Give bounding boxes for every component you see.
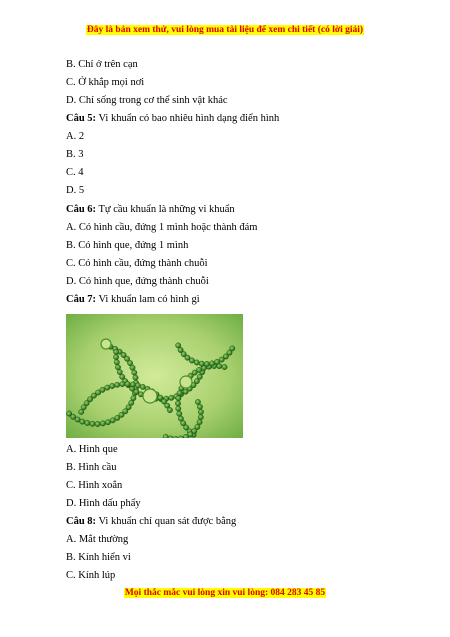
cell-mark	[113, 349, 118, 354]
cell-mark	[105, 385, 110, 390]
cell-mark	[105, 420, 110, 425]
question-5: Câu 5: Vi khuẩn có bao nhiêu hình dạng điển hình	[66, 113, 280, 124]
cell-mark	[90, 421, 95, 426]
option-line: B. Hình cầu	[66, 462, 117, 473]
option-line: B. Chỉ ở trên cạn	[66, 59, 138, 70]
cell-mark	[197, 419, 202, 424]
contact-notice: Mọi thắc mắc vui lòng xin vui lòng: 084 283 45 85	[124, 588, 326, 598]
preview-notice: Đây là bản xem thử, vui lòng mua tài liệu để xem chi tiết (có lời giải)	[86, 25, 364, 35]
cell-mark	[110, 418, 115, 423]
cell-mark	[133, 375, 138, 380]
option-line: C. Có hình cầu, đứng thành chuỗi	[66, 258, 208, 269]
cyanobacteria-micrograph	[66, 314, 243, 438]
cell-mark	[130, 365, 135, 370]
cell-mark	[183, 434, 188, 438]
option-line: A. 2	[66, 131, 85, 142]
cell-mark	[176, 396, 181, 401]
option-line: D. 5	[66, 185, 85, 196]
cell-mark	[135, 383, 140, 388]
option-line: B. 3	[66, 149, 84, 160]
question-6: Câu 6: Tự cầu khuẩn là những vi khuẩn	[66, 204, 235, 215]
option-line: A. Hình que	[66, 444, 118, 455]
option-line: B. Kính hiển vi	[66, 552, 131, 563]
option-line: A. Có hình cầu, đứng 1 mình hoặc thành đám	[66, 222, 258, 233]
question-7: Câu 7: Vi khuẩn lam có hình gì	[66, 294, 200, 305]
cell-mark	[176, 406, 181, 411]
cell-mark	[110, 383, 115, 388]
cell-mark	[214, 359, 219, 364]
option-line: D. Chỉ sống trong cơ thể sinh vật khác	[66, 95, 228, 106]
cell-mark	[199, 361, 204, 366]
cell-mark	[198, 409, 203, 414]
cell-mark	[130, 382, 135, 387]
cell-mark	[169, 395, 174, 400]
cell-mark	[120, 381, 125, 386]
cell-mark	[115, 365, 120, 370]
cell-mark	[167, 407, 172, 412]
option-line: A. Mắt thường	[66, 534, 129, 545]
option-line: C. Kính lúp	[66, 570, 116, 581]
cell-mark	[204, 361, 209, 366]
cell-mark	[175, 401, 180, 406]
cell-mark	[66, 411, 71, 416]
cell-mark	[195, 399, 200, 404]
cell-mark	[222, 364, 227, 369]
cell-mark	[113, 354, 118, 359]
option-line: D. Có hình que, đứng thành chuỗi	[66, 276, 209, 287]
option-line: D. Hình dấu phẩy	[66, 498, 141, 509]
cell-mark	[85, 420, 90, 425]
cell-mark	[178, 416, 183, 421]
cell-mark	[132, 370, 137, 375]
cell-mark	[100, 387, 105, 392]
question-8: Câu 8: Vi khuẩn chỉ quan sát được bằng	[66, 516, 237, 527]
cell-mark	[176, 343, 181, 348]
cell-mark	[115, 382, 120, 387]
option-line: C. Hình xoắn	[66, 480, 123, 491]
cell-mark	[209, 361, 214, 366]
cell-mark	[95, 421, 100, 426]
cell-mark	[177, 390, 182, 395]
cell-mark	[194, 360, 199, 365]
cell-mark	[100, 421, 105, 426]
cell-mark	[177, 411, 182, 416]
cell-mark	[197, 404, 202, 409]
cell-mark	[163, 434, 168, 438]
cell-mark	[196, 367, 201, 372]
cell-mark	[140, 384, 145, 389]
cell-mark	[125, 381, 130, 386]
option-line: B. Có hình que, đứng 1 mình	[66, 240, 189, 251]
cell-mark	[114, 360, 119, 365]
option-line: C. Ở khắp mọi nơi	[66, 77, 145, 88]
option-line: C. 4	[66, 167, 84, 178]
cell-mark	[117, 369, 122, 374]
cell-mark	[198, 414, 203, 419]
